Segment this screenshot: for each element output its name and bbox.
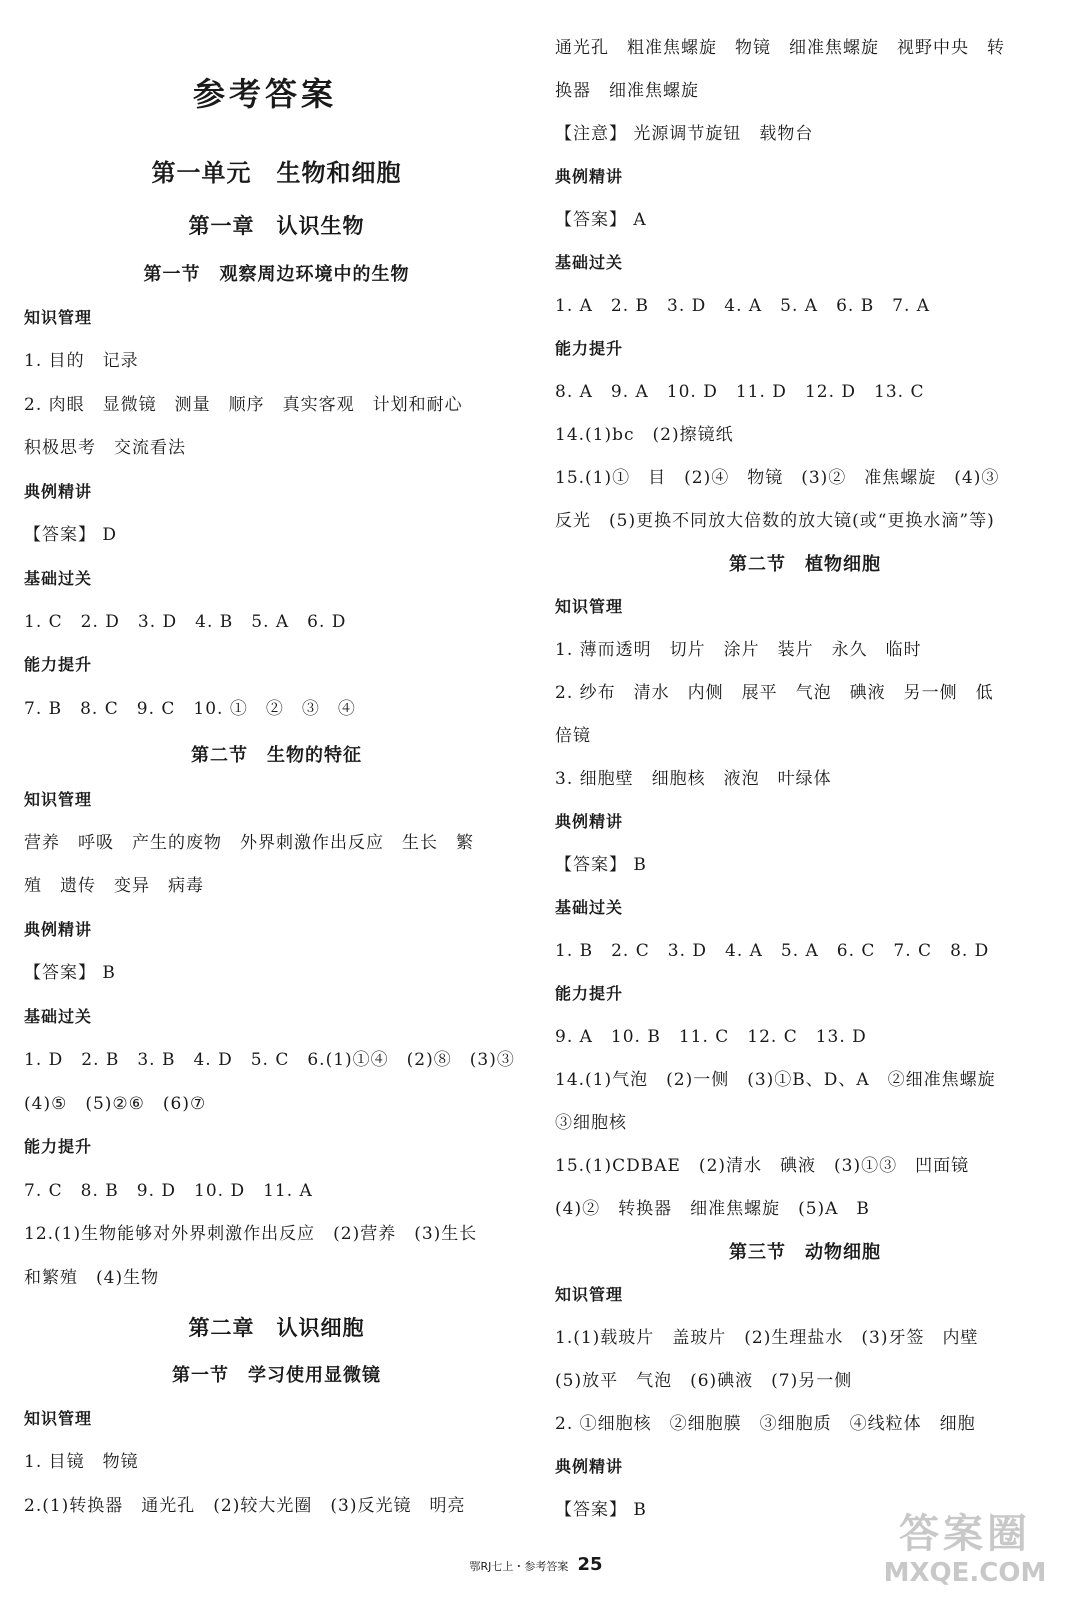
footer-tag: 鄂RJ七上・参考答案 [469, 1560, 569, 1573]
right-text-line: 1.(1)载玻片 盖玻片 (2)生理盐水 (3)牙签 内壁 [555, 1328, 979, 1348]
left-text-line: 积极思考 交流看法 [24, 438, 186, 458]
left-text-line: 7. B 8. C 9. C 10. ① ② ③ ④ [24, 699, 356, 719]
page-title: 参考答案 [192, 75, 337, 113]
right-text-line: 【注意】 光源调节旋钮 载物台 [555, 124, 814, 144]
right-text-line: 14.(1)气泡 (2)一侧 (3)①B、D、A ②细准焦螺旋 [555, 1070, 996, 1090]
left-text-line: 12.(1)生物能够对外界刺激作出反应 (2)营养 (3)生长 [24, 1224, 478, 1244]
right-subsection-label: 典例精讲 [555, 1457, 624, 1476]
right-text-line: 9. A 10. B 11. C 12. C 13. D [555, 1027, 867, 1047]
left-subsection-label: 能力提升 [24, 655, 93, 674]
left-subsection-label: 能力提升 [24, 1137, 93, 1156]
watermark-title: 答案圈 [899, 1511, 1031, 1557]
left-section-heading: 第二节 生物的特征 [191, 745, 362, 766]
right-subsection-label: 知识管理 [555, 597, 624, 616]
right-text-line: 1. A 2. B 3. D 4. A 5. A 6. B 7. A [555, 296, 931, 316]
left-text-line: 【答案】 B [24, 963, 116, 983]
left-subsection-label: 知识管理 [24, 790, 93, 809]
right-text-line: 1. 薄而透明 切片 涂片 装片 永久 临时 [555, 640, 922, 660]
left-subsection-label: 知识管理 [24, 308, 93, 327]
right-text-line: 通光孔 粗准焦螺旋 物镜 细准焦螺旋 视野中央 转 [555, 38, 1005, 58]
watermark-url: MXQE.COM [883, 1558, 1047, 1588]
left-section-heading: 第一节 观察周边环境中的生物 [143, 264, 410, 285]
left-text-line: 殖 遗传 变异 病毒 [24, 876, 204, 896]
right-text-line: 2. ①细胞核 ②细胞膜 ③细胞质 ④线粒体 细胞 [555, 1414, 976, 1434]
left-section-heading: 第一节 学习使用显微镜 [172, 1365, 381, 1386]
left-text-line: 2. 肉眼 显微镜 测量 顺序 真实客观 计划和耐心 [24, 395, 463, 415]
right-text-line: 15.(1)① 目 (2)④ 物镜 (3)② 准焦螺旋 (4)③ [555, 468, 1000, 488]
right-text-line: 【答案】 B [555, 855, 647, 875]
right-text-line: 3. 细胞壁 细胞核 液泡 叶绿体 [555, 769, 832, 789]
left-text-line: 1. D 2. B 3. B 4. D 5. C 6.(1)①④ (2)⑧ (3)③ [24, 1050, 515, 1070]
right-text-line: (5)放平 气泡 (6)碘液 (7)另一侧 [555, 1371, 853, 1391]
left-text-line: (4)⑤ (5)②⑥ (6)⑦ [24, 1094, 207, 1114]
right-text-line: 【答案】 B [555, 1500, 647, 1520]
right-subsection-label: 典例精讲 [555, 167, 624, 186]
left-text-line: 【答案】 D [24, 525, 118, 545]
right-subsection-label: 基础过关 [555, 898, 624, 917]
right-subsection-label: 典例精讲 [555, 812, 624, 831]
right-subsection-label: 基础过关 [555, 253, 624, 272]
right-text-line: 【答案】 A [555, 210, 647, 230]
right-text-line: 15.(1)CDBAE (2)清水 碘液 (3)①③ 凹面镜 [555, 1156, 970, 1176]
left-text-line: 和繁殖 (4)生物 [24, 1268, 160, 1288]
right-text-line: 2. 纱布 清水 内侧 展平 气泡 碘液 另一侧 低 [555, 683, 994, 703]
left-chapter-heading: 第二章 认识细胞 [188, 1316, 365, 1340]
left-text-line: 1. C 2. D 3. D 4. B 5. A 6. D [24, 612, 347, 632]
right-text-line: 1. B 2. C 3. D 4. A 5. A 6. C 7. C 8. D [555, 941, 990, 961]
right-subsection-label: 能力提升 [555, 984, 624, 1003]
left-text-line: 2.(1)转换器 通光孔 (2)较大光圈 (3)反光镜 明亮 [24, 1496, 466, 1516]
left-chapter-heading: 第一章 认识生物 [188, 214, 365, 238]
right-text-line: (4)② 转换器 细准焦螺旋 (5)A B [555, 1199, 870, 1219]
right-text-line: 换器 细准焦螺旋 [555, 81, 699, 101]
left-text-line: 7. C 8. B 9. D 10. D 11. A [24, 1181, 313, 1201]
left-subsection-label: 典例精讲 [24, 482, 93, 501]
left-text-line: 营养 呼吸 产生的废物 外界刺激作出反应 生长 繁 [24, 833, 474, 853]
right-text-line: ③细胞核 [555, 1113, 627, 1133]
right-text-line: 反光 (5)更换不同放大倍数的放大镜(或“更换水滴”等) [555, 511, 995, 531]
right-text-line: 倍镜 [555, 726, 591, 746]
left-unit-heading: 第一单元 生物和细胞 [151, 159, 402, 187]
right-subsection-label: 能力提升 [555, 339, 624, 358]
left-text-line: 1. 目镜 物镜 [24, 1452, 139, 1472]
page-number: 25 [577, 1554, 603, 1575]
left-subsection-label: 基础过关 [24, 1007, 93, 1026]
right-section-heading: 第三节 动物细胞 [729, 1242, 881, 1263]
right-text-line: 14.(1)bc (2)擦镜纸 [555, 425, 734, 445]
left-subsection-label: 知识管理 [24, 1409, 93, 1428]
right-subsection-label: 知识管理 [555, 1285, 624, 1304]
right-text-line: 8. A 9. A 10. D 11. D 12. D 13. C [555, 382, 925, 402]
watermark-logo [870, 1510, 1060, 1596]
right-section-heading: 第二节 植物细胞 [729, 554, 881, 575]
left-subsection-label: 典例精讲 [24, 920, 93, 939]
left-subsection-label: 基础过关 [24, 569, 93, 588]
left-text-line: 1. 目的 记录 [24, 351, 139, 371]
